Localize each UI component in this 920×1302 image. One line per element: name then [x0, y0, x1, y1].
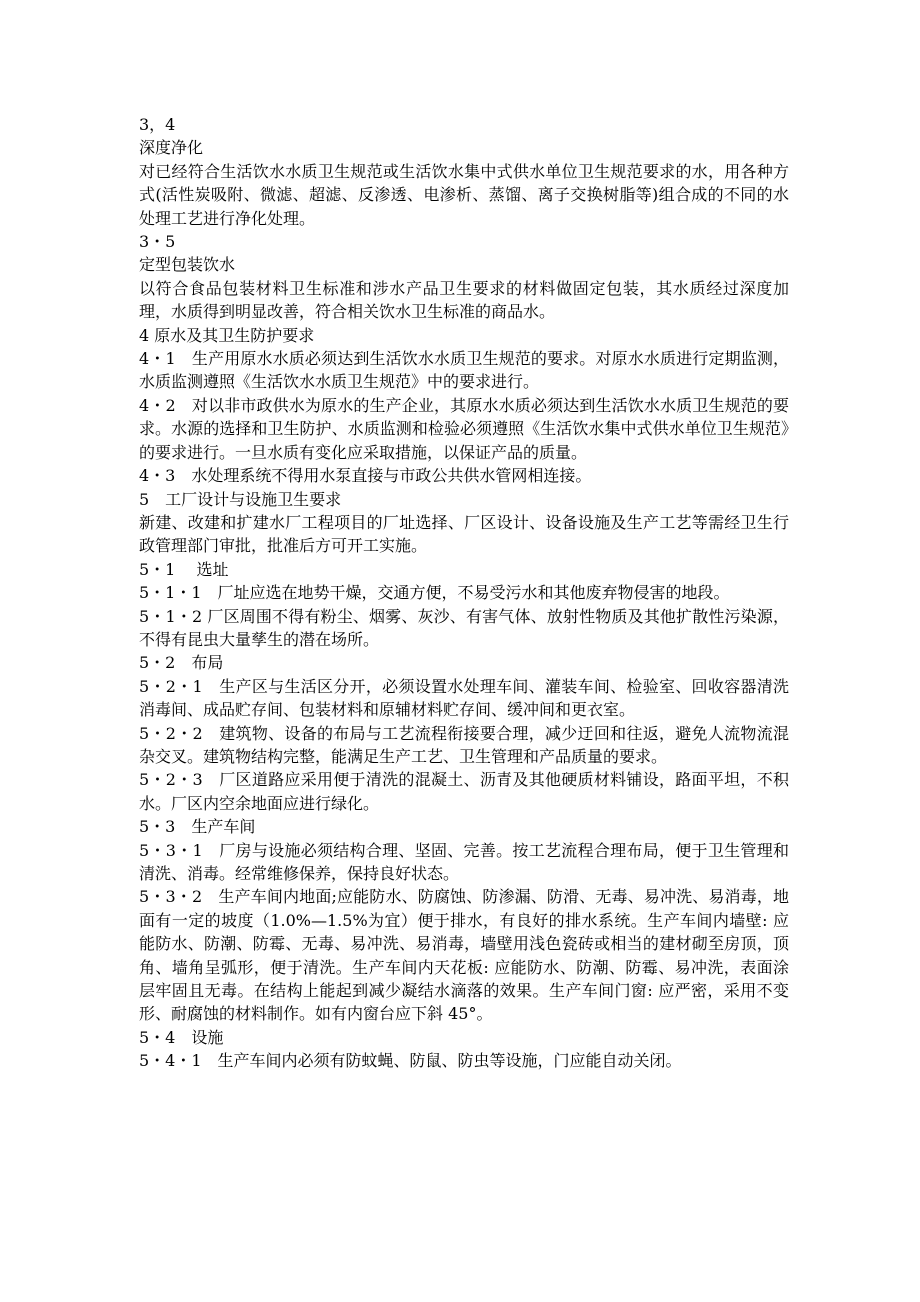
clause: 5・2・2 建筑物、设备的布局与工艺流程衔接要合理，减少迂回和往返，避免人流物流混杂交叉。建筑物结构完整，能满足生产工艺、卫生管理和产品质量的要求。: [139, 723, 789, 766]
clause: 5・3・1 厂房与设施必须结构合理、坚固、完善。按工艺流程合理布局，便于卫生管理和清洗、消毒。经常维修保养，保持良好状态。: [139, 840, 789, 883]
document-body: [139, 113, 789, 1073]
section-number: 3，4: [139, 115, 176, 134]
subsection-heading: 5・3 生产车间: [139, 817, 256, 837]
paragraph: 以符合食品包装材料卫生标准和涉水产品卫生要求的材料做固定包装，其水质经过深度加理，水质得到明显改善，符合相关饮水卫生标准的商品水。: [139, 278, 789, 322]
section-heading: 5 工厂设计与设施卫生要求: [139, 489, 342, 509]
clause: 5・2・1 生产区与生活区分开，必须设置水处理车间、灌装车间、检验室、回收容器清洗消毒间、成品贮存间、包装材料和原辅材料贮存间、缓冲间和更衣室。: [139, 676, 789, 720]
subsection-heading: 5・2 布局: [139, 653, 224, 673]
clause: 5・2・3 厂区道路应采用便于清洗的混凝土、沥青及其他硬质材料铺设，路面平坦，不积水。厂区内空余地面应进行绿化。: [139, 770, 789, 813]
section-heading: 深度净化: [139, 138, 204, 158]
clause: 4・2 对以非市政供水为原水的生产企业，其原水水质必须达到生活饮水水质卫生规范的要求。水源的选择和卫生防护、水质监测和检验必须遵照《生活饮水集中式供水单位卫生规范》的要求进行。一旦水质有变化应采取措施，以保证产品的质量。: [139, 395, 789, 462]
section-heading: 4 原水及其卫生防护要求: [139, 325, 315, 345]
paragraph: 对已经符合生活饮水水质卫生规范或生活饮水集中式供水单位卫生规范要求的水，用各种方式(活性炭吸附、微滤、超滤、反渗透、电渗析、蒸馏、离子交换树脂等)组合成的不同的水处理工艺进行净化处理。: [139, 161, 789, 228]
paragraph: 新建、改建和扩建水厂工程项目的厂址选择、厂区设计、设备设施及生产工艺等需经卫生行政管理部门审批，批准后方可开工实施。: [139, 512, 789, 556]
clause: 4・3 水处理系统不得用水泵直接与市政公共供水管网相连接。: [139, 466, 592, 486]
clause: 5・1・2 厂区周围不得有粉尘、烟雾、灰沙、有害气体、放射性物质及其他扩散性污染源，不得有昆虫大量孳生的潜在场所。: [139, 606, 789, 649]
clause: 4・1 生产用原水水质必须达到生活饮水水质卫生规范的要求。对原水水质进行定期监测，水质监测遵照《生活饮水水质卫生规范》中的要求进行。: [139, 349, 789, 392]
subsection-heading: 5・4 设施: [139, 1027, 224, 1047]
clause: 5・4・1 生产车间内必须有防蚊蝇、防鼠、防虫等设施，门应能自动关闭。: [139, 1051, 682, 1071]
clause: 5・1・1 厂址应选在地势干燥，交通方便，不易受污水和其他废弃物侵害的地段。: [139, 583, 730, 603]
section-heading: 定型包装饮水: [139, 255, 236, 275]
subsection-heading: 5・1 选址: [139, 559, 229, 579]
section-number: 3・5: [139, 232, 176, 252]
clause: 5・3・2 生产车间内地面;应能防水、防腐蚀、防渗漏、防滑、无毒、易冲洗、易消毒，地面有一定的坡度（1.0%—1.5%为宜）便于排水，有良好的排水系统。生产车间内墙壁: 应能防水、防潮、防霉、无毒、易冲洗、易消毒，墙壁用浅色瓷砖或相当的建材砌至房顶，顶角、墙角呈弧形，便于清洗。生产车间内天花板: 应能防水、防潮、防霉、易冲洗，表面涂层牢固且无毒。在结构上能起到减少凝结水滴落的效果。生产车间门窗: 应严密，采用不变形、耐腐蚀的材料制作。如有内窗台应下斜 45°。: [139, 887, 789, 1024]
